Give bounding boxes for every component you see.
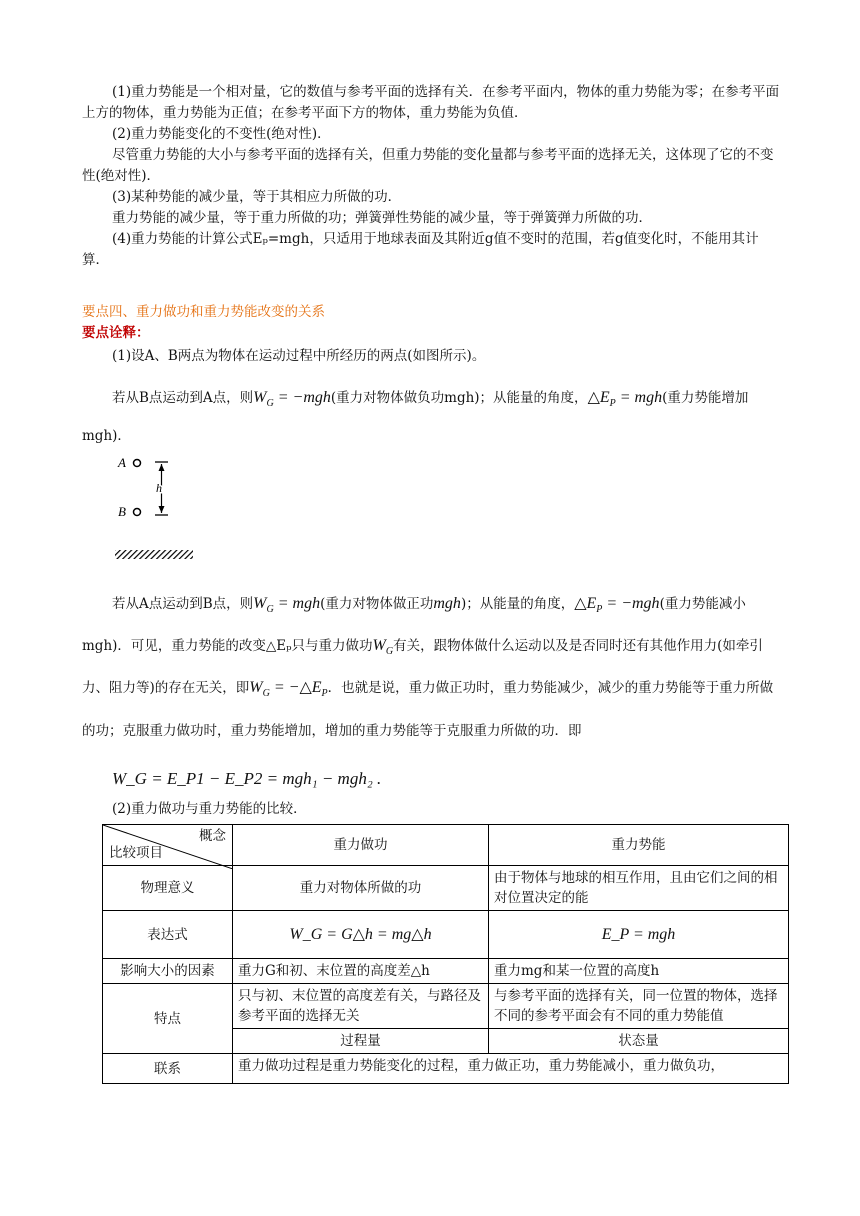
table-cell: 只与初、末位置的高度差有关，与路径及参考平面的选择无关 xyxy=(233,984,489,1029)
paragraph-relative-quantity: (1)重力势能是一个相对量，它的数值与参考平面的选择有关．在参考平面内，物体的重力势能为零；在参考平面上方的物体，重力势能为正值；在参考平面下方的物体，重力势能为负值． xyxy=(82,84,780,121)
formula-delta-ep-negative: $\triangle E_P = -mgh$ xyxy=(574,595,660,616)
table-cell: 由于物体与地球的相互作用，且由它们之间的相对位置决定的能 xyxy=(489,866,789,911)
table-cell: 过程量 xyxy=(233,1029,489,1054)
paragraph-decrease: 重力势能的减少量，等于重力所做的功；弹簧弹性势能的减少量，等于弹簧弹力所做的功． xyxy=(112,210,652,226)
formula-mgh: mgh xyxy=(433,595,461,612)
point-b xyxy=(134,509,141,516)
paragraph-comparison-title: (2)重力做功与重力势能的比较． xyxy=(112,801,307,817)
label-h: h xyxy=(156,481,162,495)
section-label: 要点诠释： xyxy=(82,325,150,341)
section-heading: 要点四、重力做功和重力势能改变的关系 xyxy=(82,304,325,320)
table-header-row xyxy=(103,825,789,866)
table-cell: 状态量 xyxy=(489,1029,789,1054)
corner-top-label: 概念 xyxy=(199,828,226,844)
formula-wg: $W_G$ xyxy=(372,637,394,658)
table-cell: 与参考平面的选择有关，同一位置的物体，选择不同的参考平面会有不同的重力势能值 xyxy=(489,984,789,1029)
row-label: 物理意义 xyxy=(103,866,233,911)
diagram-points-a-b xyxy=(112,450,202,570)
table-cell: 重力mg和某一位置的高度h xyxy=(489,959,789,984)
formula-delta-ep-positive: $\triangle E_P$ = mgh xyxy=(587,389,663,410)
formula-work-energy: W_G = E_P1 − E_P2 = mgh₁ − mgh₂ . xyxy=(112,769,382,788)
column-header-work: 重力做功 xyxy=(233,825,489,866)
table-cell: W_G = G△h = mg△h xyxy=(233,911,489,959)
table-row xyxy=(103,984,789,1029)
table-row xyxy=(103,1054,789,1084)
formula-wg-positive: $W_G$ = mgh xyxy=(253,595,321,616)
label-a: A xyxy=(118,455,126,470)
column-header-energy: 重力势能 xyxy=(489,825,789,866)
table-corner-cell xyxy=(103,825,233,866)
paragraph-decrease-title: (3)某种势能的减少量，等于其相应力所做的功． xyxy=(112,189,402,205)
ground-hatch xyxy=(115,550,193,559)
row-label: 表达式 xyxy=(103,911,233,959)
paragraph-b-to-a: 若从B点运动到A点，则$W_G = -mgh$(重力对物体做负功mgh)；从能量的角度，$\triangle E_P = mgh$(重力势能增加mgh)． xyxy=(82,389,749,445)
paragraph-invariance-title: (2)重力势能变化的不变性(绝对性)． xyxy=(112,126,331,142)
table-cell: 重力对物体所做的功 xyxy=(233,866,489,911)
label-b: B xyxy=(118,504,126,519)
formula-wg-negative: $W_G = -mgh$ xyxy=(253,389,331,410)
table-row xyxy=(103,959,789,984)
table-row xyxy=(103,866,789,911)
table-cell: 重力做功过程是重力势能变化的过程，重力做正功，重力势能减小，重力做负功， xyxy=(233,1054,789,1084)
row-label: 影响大小的因素 xyxy=(103,959,233,984)
row-label: 联系 xyxy=(103,1054,233,1084)
table-cell: 重力G和初、末位置的高度差△h xyxy=(233,959,489,984)
paragraph-invariance: 尽管重力势能的大小与参考平面的选择有关，但重力势能的变化量都与参考平面的选择无关，这体现了它的不变性(绝对性)． xyxy=(82,147,774,184)
formula-wg-equals-neg-delta-ep: $W_G$ = $-\triangle E_P$ xyxy=(249,679,328,700)
paragraph-formula-scope: (4)重力势能的计算公式Eₚ=mgh，只适用于地球表面及其附近g值不变时的范围，若g值变化时，不能用其计算． xyxy=(82,231,759,268)
paragraph-points-ab: (1)设A、B两点为物体在运动过程中所经历的两点(如图所示)。 xyxy=(112,348,486,364)
point-a xyxy=(134,460,141,467)
corner-bottom-label: 比较项目 xyxy=(109,845,163,861)
paragraph-a-to-b: 若从A点运动到B点，则$W_G = mgh$(重力对物体做正功mgh)；从能量的角度，$\triangle E_P = -mgh$(重力势能减小mgh)．可见，重力势能的改变△Eₚ只与重力做功$W_G$有关，跟物体做什么运动以及是否同时还有其他作用力(如牵引力、阻力等)的存在无关，即$W_G$ = $-\triangle E_P$．也就是说，重力做正功时，重力势能减少，减少的重力势能等于重力所做的功；克服重力做功时，重力势能增加，增加的重力势能等于克服重力所做的功．即 xyxy=(82,595,774,739)
row-label: 特点 xyxy=(103,984,233,1054)
table-cell: E_P = mgh xyxy=(489,911,789,959)
table-row xyxy=(103,911,789,959)
comparison-table xyxy=(102,824,789,1084)
